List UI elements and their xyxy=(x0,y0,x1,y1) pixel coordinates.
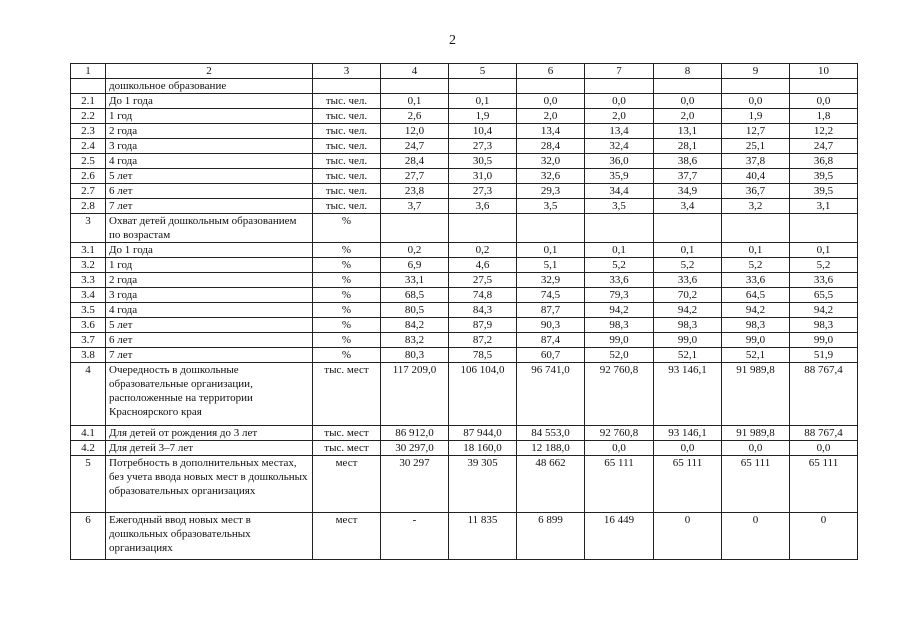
row-name: 3 года xyxy=(106,288,313,303)
row-number: 2.3 xyxy=(71,124,106,139)
value-cell: 94,2 xyxy=(585,303,654,318)
row-number: 2.8 xyxy=(71,199,106,214)
value-cell: 106 104,0 xyxy=(449,363,517,426)
row-unit: % xyxy=(313,348,381,363)
value-cell: 5,2 xyxy=(790,258,858,273)
row-name: 3 года xyxy=(106,139,313,154)
value-cell xyxy=(449,214,517,243)
value-cell: 65,5 xyxy=(790,288,858,303)
value-cell: 1,9 xyxy=(449,109,517,124)
value-cell: 52,1 xyxy=(722,348,790,363)
value-cell: 0,1 xyxy=(449,94,517,109)
empty-cell xyxy=(722,79,790,94)
value-cell: 36,0 xyxy=(585,154,654,169)
row-name: 1 год xyxy=(106,258,313,273)
header-cell: 10 xyxy=(790,64,858,79)
value-cell xyxy=(790,214,858,243)
header-cell: 8 xyxy=(654,64,722,79)
value-cell: 27,7 xyxy=(381,169,449,184)
value-cell xyxy=(585,214,654,243)
value-cell: 0,0 xyxy=(722,441,790,456)
value-cell: 13,1 xyxy=(654,124,722,139)
value-cell: 37,7 xyxy=(654,169,722,184)
value-cell: 13,4 xyxy=(585,124,654,139)
row-number: 2.1 xyxy=(71,94,106,109)
value-cell: 13,4 xyxy=(517,124,585,139)
value-cell: 91 989,8 xyxy=(722,426,790,441)
value-cell: 0,0 xyxy=(790,441,858,456)
value-cell: 3,1 xyxy=(790,199,858,214)
value-cell: 25,1 xyxy=(722,139,790,154)
value-cell: 28,1 xyxy=(654,139,722,154)
value-cell: 0,2 xyxy=(449,243,517,258)
value-cell: 39 305 xyxy=(449,456,517,513)
empty-cell xyxy=(654,79,722,94)
value-cell: 18 160,0 xyxy=(449,441,517,456)
value-cell: 0,1 xyxy=(381,94,449,109)
value-cell: 0,1 xyxy=(517,243,585,258)
value-cell: 99,0 xyxy=(722,333,790,348)
row-name: Для детей от рождения до 3 лет xyxy=(106,426,313,441)
value-cell: 84 553,0 xyxy=(517,426,585,441)
row-number: 2.4 xyxy=(71,139,106,154)
table-row xyxy=(71,169,858,184)
table-row xyxy=(71,258,858,273)
value-cell: 33,6 xyxy=(585,273,654,288)
row-unit: % xyxy=(313,288,381,303)
value-cell: 52,0 xyxy=(585,348,654,363)
table-row xyxy=(71,139,858,154)
row-name: 2 года xyxy=(106,124,313,139)
row-name: Для детей 3–7 лет xyxy=(106,441,313,456)
row-name: Ежегодный ввод новых мест в дошкольных образовательных организациях xyxy=(106,513,313,560)
row-name: 2 года xyxy=(106,273,313,288)
row-number: 6 xyxy=(71,513,106,560)
value-cell: 94,2 xyxy=(722,303,790,318)
value-cell: 93 146,1 xyxy=(654,426,722,441)
table-row xyxy=(71,456,858,513)
value-cell: 60,7 xyxy=(517,348,585,363)
value-cell: 6 899 xyxy=(517,513,585,560)
row-unit: тыс. чел. xyxy=(313,94,381,109)
value-cell: 30 297 xyxy=(381,456,449,513)
header-cell: 4 xyxy=(381,64,449,79)
value-cell: 5,2 xyxy=(585,258,654,273)
value-cell: 2,0 xyxy=(517,109,585,124)
row-unit: тыс. чел. xyxy=(313,169,381,184)
value-cell: 0,0 xyxy=(790,94,858,109)
value-cell: 39,5 xyxy=(790,169,858,184)
table-row xyxy=(71,318,858,333)
value-cell: 92 760,8 xyxy=(585,426,654,441)
row-unit: тыс. чел. xyxy=(313,154,381,169)
row-unit: % xyxy=(313,333,381,348)
table-row xyxy=(71,124,858,139)
header-cell: 6 xyxy=(517,64,585,79)
value-cell: 32,9 xyxy=(517,273,585,288)
row-number: 3.4 xyxy=(71,288,106,303)
row-number: 3.5 xyxy=(71,303,106,318)
header-row xyxy=(71,64,858,79)
table-row xyxy=(71,303,858,318)
value-cell: 33,6 xyxy=(722,273,790,288)
row-name: Очередность в дошкольные образовательные организации, расположенные на территории Красноярского края xyxy=(106,363,313,426)
row-unit: мест xyxy=(313,456,381,513)
section-caption-row xyxy=(71,79,858,94)
value-cell: 74,5 xyxy=(517,288,585,303)
table-row xyxy=(71,184,858,199)
value-cell: 16 449 xyxy=(585,513,654,560)
page-number: 2 xyxy=(449,33,456,48)
value-cell: 29,3 xyxy=(517,184,585,199)
value-cell: 64,5 xyxy=(722,288,790,303)
value-cell: 1,9 xyxy=(722,109,790,124)
row-number: 3 xyxy=(71,214,106,243)
value-cell: 3,6 xyxy=(449,199,517,214)
value-cell: 87,4 xyxy=(517,333,585,348)
value-cell: 80,5 xyxy=(381,303,449,318)
value-cell: 87,9 xyxy=(449,318,517,333)
row-name: 6 лет xyxy=(106,184,313,199)
value-cell: 98,3 xyxy=(585,318,654,333)
value-cell: 24,7 xyxy=(790,139,858,154)
value-cell: 0,0 xyxy=(722,94,790,109)
table-row xyxy=(71,333,858,348)
value-cell: 83,2 xyxy=(381,333,449,348)
value-cell: 3,7 xyxy=(381,199,449,214)
value-cell: 92 760,8 xyxy=(585,363,654,426)
value-cell: 94,2 xyxy=(790,303,858,318)
row-name: 6 лет xyxy=(106,333,313,348)
value-cell: 65 111 xyxy=(585,456,654,513)
row-name: 7 лет xyxy=(106,199,313,214)
row-name: До 1 года xyxy=(106,243,313,258)
table-body xyxy=(71,64,858,560)
empty-cell xyxy=(790,79,858,94)
value-cell: 32,0 xyxy=(517,154,585,169)
value-cell: 84,3 xyxy=(449,303,517,318)
row-unit: тыс. чел. xyxy=(313,124,381,139)
value-cell: 79,3 xyxy=(585,288,654,303)
row-number: 3.8 xyxy=(71,348,106,363)
empty-cell xyxy=(585,79,654,94)
value-cell: 34,9 xyxy=(654,184,722,199)
value-cell: - xyxy=(381,513,449,560)
row-name: Охват детей дошкольным образованием по возрастам xyxy=(106,214,313,243)
value-cell: 27,5 xyxy=(449,273,517,288)
row-unit: тыс. чел. xyxy=(313,139,381,154)
row-number: 2.5 xyxy=(71,154,106,169)
statistics-table xyxy=(70,63,858,560)
value-cell: 5,1 xyxy=(517,258,585,273)
value-cell: 0,1 xyxy=(585,243,654,258)
row-unit: % xyxy=(313,258,381,273)
row-number: 3.7 xyxy=(71,333,106,348)
value-cell: 86 912,0 xyxy=(381,426,449,441)
table-row xyxy=(71,154,858,169)
value-cell: 0,1 xyxy=(722,243,790,258)
value-cell: 3,4 xyxy=(654,199,722,214)
table-row xyxy=(71,214,858,243)
value-cell: 98,3 xyxy=(654,318,722,333)
value-cell: 12,0 xyxy=(381,124,449,139)
value-cell: 12,7 xyxy=(722,124,790,139)
value-cell: 87,7 xyxy=(517,303,585,318)
value-cell: 3,5 xyxy=(517,199,585,214)
value-cell: 10,4 xyxy=(449,124,517,139)
header-cell: 7 xyxy=(585,64,654,79)
row-number: 3.1 xyxy=(71,243,106,258)
empty-cell xyxy=(449,79,517,94)
table-row xyxy=(71,426,858,441)
value-cell: 65 111 xyxy=(654,456,722,513)
value-cell: 68,5 xyxy=(381,288,449,303)
section-caption: дошкольное образование xyxy=(106,79,313,94)
row-name: 4 года xyxy=(106,303,313,318)
value-cell: 28,4 xyxy=(381,154,449,169)
value-cell: 38,6 xyxy=(654,154,722,169)
value-cell: 31,0 xyxy=(449,169,517,184)
row-name: 4 года xyxy=(106,154,313,169)
value-cell: 0,0 xyxy=(585,441,654,456)
value-cell: 40,4 xyxy=(722,169,790,184)
header-cell: 5 xyxy=(449,64,517,79)
value-cell: 0,0 xyxy=(654,94,722,109)
value-cell: 27,3 xyxy=(449,184,517,199)
table-row xyxy=(71,513,858,560)
value-cell: 87,2 xyxy=(449,333,517,348)
row-unit: % xyxy=(313,318,381,333)
value-cell: 12,2 xyxy=(790,124,858,139)
table-row xyxy=(71,348,858,363)
table-row xyxy=(71,109,858,124)
empty-cell xyxy=(71,79,106,94)
value-cell: 52,1 xyxy=(654,348,722,363)
row-number: 4.2 xyxy=(71,441,106,456)
value-cell: 88 767,4 xyxy=(790,426,858,441)
row-name: 5 лет xyxy=(106,318,313,333)
row-number: 4.1 xyxy=(71,426,106,441)
value-cell: 34,4 xyxy=(585,184,654,199)
row-unit: мест xyxy=(313,513,381,560)
row-number: 3.3 xyxy=(71,273,106,288)
value-cell: 6,9 xyxy=(381,258,449,273)
row-name: 7 лет xyxy=(106,348,313,363)
table-row xyxy=(71,199,858,214)
value-cell: 99,0 xyxy=(585,333,654,348)
value-cell: 24,7 xyxy=(381,139,449,154)
value-cell: 35,9 xyxy=(585,169,654,184)
table-row xyxy=(71,441,858,456)
value-cell: 30 297,0 xyxy=(381,441,449,456)
value-cell: 91 989,8 xyxy=(722,363,790,426)
value-cell: 0,0 xyxy=(585,94,654,109)
value-cell: 90,3 xyxy=(517,318,585,333)
value-cell: 0,1 xyxy=(654,243,722,258)
row-unit: тыс. чел. xyxy=(313,184,381,199)
header-cell: 9 xyxy=(722,64,790,79)
value-cell: 94,2 xyxy=(654,303,722,318)
value-cell: 80,3 xyxy=(381,348,449,363)
value-cell: 0 xyxy=(722,513,790,560)
row-number: 3.6 xyxy=(71,318,106,333)
value-cell: 0,0 xyxy=(517,94,585,109)
value-cell: 0,2 xyxy=(381,243,449,258)
value-cell xyxy=(722,214,790,243)
value-cell: 1,8 xyxy=(790,109,858,124)
value-cell: 96 741,0 xyxy=(517,363,585,426)
value-cell: 2,0 xyxy=(585,109,654,124)
value-cell: 99,0 xyxy=(654,333,722,348)
value-cell: 74,8 xyxy=(449,288,517,303)
value-cell: 3,2 xyxy=(722,199,790,214)
value-cell: 98,3 xyxy=(790,318,858,333)
value-cell: 33,6 xyxy=(790,273,858,288)
value-cell: 4,6 xyxy=(449,258,517,273)
value-cell: 48 662 xyxy=(517,456,585,513)
value-cell: 5,2 xyxy=(654,258,722,273)
value-cell: 32,4 xyxy=(585,139,654,154)
row-unit: тыс. чел. xyxy=(313,199,381,214)
value-cell: 0,1 xyxy=(790,243,858,258)
value-cell: 93 146,1 xyxy=(654,363,722,426)
empty-cell xyxy=(517,79,585,94)
header-cell: 3 xyxy=(313,64,381,79)
value-cell: 88 767,4 xyxy=(790,363,858,426)
empty-cell xyxy=(313,79,381,94)
value-cell: 11 835 xyxy=(449,513,517,560)
value-cell: 0 xyxy=(654,513,722,560)
value-cell: 32,6 xyxy=(517,169,585,184)
value-cell: 78,5 xyxy=(449,348,517,363)
value-cell: 36,8 xyxy=(790,154,858,169)
row-unit: % xyxy=(313,303,381,318)
table-row xyxy=(71,363,858,426)
value-cell: 3,5 xyxy=(585,199,654,214)
value-cell: 117 209,0 xyxy=(381,363,449,426)
value-cell: 36,7 xyxy=(722,184,790,199)
value-cell: 33,6 xyxy=(654,273,722,288)
table-row xyxy=(71,273,858,288)
row-unit: % xyxy=(313,243,381,258)
value-cell: 37,8 xyxy=(722,154,790,169)
value-cell xyxy=(381,214,449,243)
value-cell: 0 xyxy=(790,513,858,560)
value-cell: 12 188,0 xyxy=(517,441,585,456)
value-cell: 2,0 xyxy=(654,109,722,124)
value-cell xyxy=(517,214,585,243)
value-cell: 5,2 xyxy=(722,258,790,273)
row-unit: % xyxy=(313,214,381,243)
value-cell: 99,0 xyxy=(790,333,858,348)
value-cell: 33,1 xyxy=(381,273,449,288)
value-cell: 28,4 xyxy=(517,139,585,154)
row-unit: тыс. мест xyxy=(313,426,381,441)
table-row xyxy=(71,243,858,258)
empty-cell xyxy=(381,79,449,94)
header-cell: 2 xyxy=(106,64,313,79)
row-number: 3.2 xyxy=(71,258,106,273)
row-name: 5 лет xyxy=(106,169,313,184)
value-cell: 51,9 xyxy=(790,348,858,363)
value-cell: 27,3 xyxy=(449,139,517,154)
value-cell: 0,0 xyxy=(654,441,722,456)
row-unit: тыс. чел. xyxy=(313,109,381,124)
value-cell: 2,6 xyxy=(381,109,449,124)
value-cell: 98,3 xyxy=(722,318,790,333)
row-unit: тыс. мест xyxy=(313,441,381,456)
row-number: 5 xyxy=(71,456,106,513)
row-name: Потребность в дополнительных местах, без учета ввода новых мест в дошкольных образовательных организациях xyxy=(106,456,313,513)
table-row xyxy=(71,94,858,109)
value-cell: 84,2 xyxy=(381,318,449,333)
row-number: 2.6 xyxy=(71,169,106,184)
value-cell: 65 111 xyxy=(722,456,790,513)
row-name: 1 год xyxy=(106,109,313,124)
row-number: 4 xyxy=(71,363,106,426)
row-number: 2.2 xyxy=(71,109,106,124)
value-cell: 87 944,0 xyxy=(449,426,517,441)
value-cell: 23,8 xyxy=(381,184,449,199)
row-unit: тыс. мест xyxy=(313,363,381,426)
row-name: До 1 года xyxy=(106,94,313,109)
row-unit: % xyxy=(313,273,381,288)
value-cell: 65 111 xyxy=(790,456,858,513)
value-cell: 39,5 xyxy=(790,184,858,199)
row-number: 2.7 xyxy=(71,184,106,199)
value-cell xyxy=(654,214,722,243)
header-cell: 1 xyxy=(71,64,106,79)
value-cell: 70,2 xyxy=(654,288,722,303)
table-row xyxy=(71,288,858,303)
value-cell: 30,5 xyxy=(449,154,517,169)
